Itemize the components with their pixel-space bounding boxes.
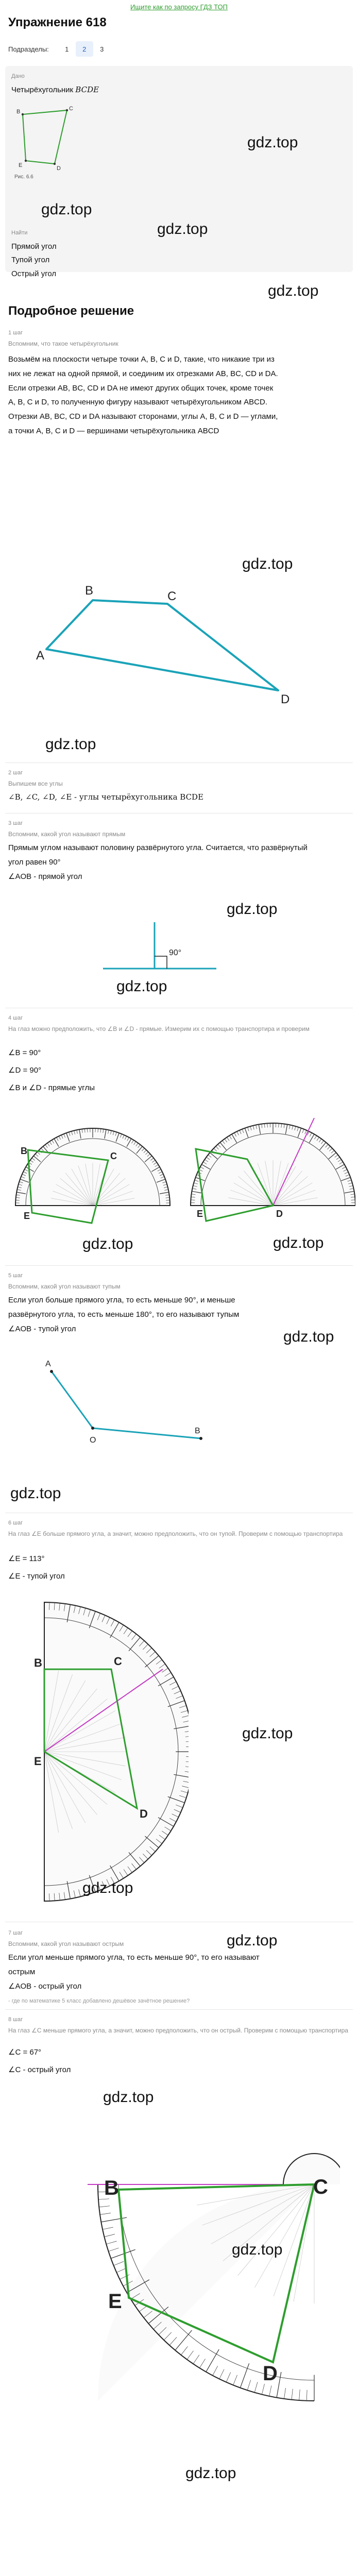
figure-caption: Рис. 6.6: [14, 174, 33, 180]
vertex-label-e: E: [197, 1209, 203, 1219]
step-1-label: 1 шаг: [8, 330, 23, 336]
watermark: gdz.top: [116, 978, 167, 995]
given-point-b-dot: [22, 113, 24, 115]
subsections-nav: [8, 41, 111, 57]
step-1-line: A, B, C и D, то полученную фигуру называют четырёхугольником ABCD.: [8, 398, 267, 407]
given-point-d-dot: [54, 163, 56, 165]
vertex-label-b: B: [104, 2177, 119, 2199]
protractor-tick: [206, 2349, 219, 2372]
step-5-label: 5 шаг: [8, 1273, 23, 1279]
step-1-hint: Вспомним, что такое четырёхугольник: [8, 340, 118, 347]
step-6-value: ∠E = 113°: [8, 1554, 45, 1563]
given-shape: [11, 82, 99, 98]
protractor-tick: [292, 2389, 293, 2400]
vertex-label-e: E: [108, 2290, 122, 2313]
page-title: Упражнение 618: [8, 15, 107, 29]
step-4-label: 4 шаг: [8, 1015, 23, 1021]
step-5-result: ∠AOB - тупой угол: [8, 1324, 76, 1333]
protractor-tick: [103, 2227, 113, 2229]
vertex-label-c: C: [313, 2176, 328, 2198]
protractor-tick: [175, 2330, 192, 2350]
given-label-d: D: [57, 165, 61, 172]
given-label: Дано: [11, 73, 25, 79]
protractor-figure-d: [185, 1097, 355, 1231]
page-link-1[interactable]: 1: [65, 45, 69, 53]
step-7-note: - где по математике 5 класс добавлено дешёвое зачётное решение?: [8, 1998, 190, 2004]
step-7-line: Если угол меньше прямого угла, то есть меньше 90°, то его называют: [8, 1953, 260, 1962]
vertex-label-c: C: [114, 1655, 122, 1668]
find-item-obtuse-angle: Тупой угол: [11, 256, 50, 265]
given-block: [5, 66, 353, 278]
vertex-label-b: B: [21, 1146, 27, 1156]
step-2-label: 2 шаг: [8, 770, 23, 776]
step-1-line: Отрезки AB, BC, CD и DA называют сторонами, углы A, B, C и D — углами,: [8, 412, 278, 421]
step-8-label: 8 шаг: [8, 2016, 23, 2023]
protractor-tick: [226, 2372, 231, 2382]
given-label-c: C: [69, 106, 73, 112]
watermark: gdz.top: [82, 1235, 133, 1252]
protractor-tick: [233, 2375, 237, 2385]
protractor-center: [283, 2154, 340, 2184]
divider: [5, 2009, 353, 2010]
given-quadrilateral: [23, 110, 67, 164]
watermark: gdz.top: [227, 901, 278, 918]
protractor-tick: [106, 2241, 116, 2244]
subsections-label: Подразделы:: [8, 45, 49, 53]
watermark: gdz.top: [242, 1725, 293, 1742]
step-7-text: [8, 1951, 349, 1993]
vertex-label-b: B: [85, 584, 94, 598]
watermark: gdz.top: [268, 282, 319, 299]
vertex-label-d: D: [281, 692, 290, 706]
step-8-text: [8, 2045, 349, 2077]
watermark: gdz.top: [242, 555, 293, 572]
find-list: [11, 240, 57, 281]
page-link-2[interactable]: 2: [76, 41, 93, 57]
protractor-tick: [193, 2355, 199, 2364]
protractor-tick: [299, 2389, 300, 2400]
protractor-tick: [49, 1893, 50, 1901]
step-2-hint: Выпишем все углы: [8, 780, 63, 787]
protractor-tick: [254, 2382, 258, 2393]
step-3-line: угол равен 90°: [8, 857, 61, 867]
step-4-value-b: ∠B = 90°: [8, 1048, 41, 1057]
divider: [5, 1265, 353, 1266]
step-4-value-d: ∠D = 90°: [8, 1065, 42, 1075]
step-5-hint: Вспомним, какой угол называют тупым: [8, 1283, 121, 1290]
step-1-line: них не лежат на одной прямой, и соединим их отрезками AB, BC, CD и DA.: [8, 369, 278, 378]
point-label-a: A: [45, 1360, 51, 1368]
find-label: Найти: [11, 230, 28, 236]
given-point-c-dot: [66, 109, 68, 111]
page-link-3[interactable]: 3: [100, 45, 104, 53]
divider: [5, 762, 353, 763]
given-shape-text: Четырёхугольник: [11, 86, 74, 94]
step-3-hint: Вспомним, какой угол называют прямым: [8, 831, 126, 838]
step-1-figure: [31, 572, 319, 726]
given-label-e: E: [19, 162, 23, 168]
divider: [5, 813, 353, 814]
right-angle-mark: [155, 956, 167, 969]
given-figure: [11, 103, 78, 180]
protractor-tick: [181, 2346, 187, 2355]
step-7-hint: Вспомним, какой угол называют острым: [8, 1940, 124, 1947]
protractor-figure-b: [5, 1103, 175, 1226]
step-3-label: 3 шаг: [8, 820, 23, 826]
step-7-line: острым: [8, 1967, 36, 1976]
point-o-dot: [91, 1427, 94, 1430]
protractor-tick: [99, 2206, 110, 2207]
step-5-line: развёрнутого угла, то есть меньше 180°, то его называют тупым: [8, 1310, 240, 1319]
step-3-text: [8, 841, 349, 884]
step-6-hint: На глаз ∠E больше прямого угла, а значит, можно предположить, что он тупой. Проверим с помощью транспортира: [8, 1530, 343, 1537]
watermark: gdz.top: [41, 201, 92, 218]
quadrilateral-abcd: [46, 600, 278, 690]
vertex-label-d: D: [276, 1209, 283, 1219]
vertex-label-d: D: [140, 1807, 148, 1820]
find-item-right-angle: Прямой угол: [11, 242, 57, 251]
vertex-label-e: E: [24, 1211, 30, 1221]
step-3-result: ∠AOB - прямой угол: [8, 872, 82, 881]
step-8-hint: На глаз ∠C меньше прямого угла, а значит, можно предположить, что он острый. Проверим с помощью транспортира: [8, 2027, 348, 2034]
protractor-fill: [98, 2184, 314, 2401]
search-hint-link[interactable]: Ищите как по запросу ГДЗ ТОП: [130, 3, 228, 11]
step-4-text: [8, 1046, 349, 1095]
watermark: gdz.top: [45, 736, 96, 753]
step-8-result: ∠C - острый угол: [8, 2065, 71, 2074]
step-1-line: Если отрезки AB, BC, CD и DA не имеют других общих точек, кроме точек: [8, 383, 274, 393]
watermark: gdz.top: [227, 1932, 278, 1949]
protractor-tick: [109, 2248, 119, 2251]
protractor-tick: [269, 2385, 271, 2396]
protractor-tick: [114, 2262, 124, 2266]
point-b-dot: [199, 1437, 202, 1440]
watermark: gdz.top: [103, 2089, 154, 2106]
watermark: gdz.top: [82, 1879, 133, 1896]
protractor-tick: [100, 2213, 111, 2215]
watermark: gdz.top: [157, 221, 208, 238]
watermark: gdz.top: [283, 1328, 334, 1345]
obtuse-angle-rays: [52, 1371, 201, 1438]
step-2-text: ∠B, ∠C, ∠D, ∠E - углы четырёхугольника BCDE: [8, 792, 204, 802]
vertex-label-c: C: [110, 1151, 117, 1161]
step-1-text: [8, 352, 349, 438]
step-1-line: а точки A, B, C и D — вершинами четырёхугольника ABCD: [8, 426, 219, 435]
watermark: gdz.top: [273, 1234, 324, 1251]
protractor-tick: [219, 2369, 224, 2379]
vertex-label-a: A: [36, 649, 45, 663]
protractor-tick: [247, 2380, 251, 2391]
given-label-b: B: [16, 109, 21, 115]
protractor-tick: [262, 2384, 264, 2394]
given-point-e-dot: [25, 160, 27, 162]
right-angle-value: 90°: [169, 948, 182, 957]
protractor-tick: [199, 2359, 205, 2368]
protractor-tick: [169, 2337, 177, 2346]
protractor-tick: [213, 2366, 218, 2376]
protractor-tick: [105, 2234, 115, 2237]
step-6-result: ∠E - тупой угол: [8, 1571, 65, 1581]
vertex-label-e: E: [34, 1755, 42, 1768]
step-5-figure: [31, 1356, 216, 1459]
step-3-line: Прямым углом называют половину развёрнутого угла. Считается, что развёрнутый: [8, 843, 308, 852]
watermark: gdz.top: [185, 2465, 236, 2482]
step-4-hint: На глаз можно предположить, что ∠B и ∠D - прямые. Измерим их с помощью транспортира и проверим: [8, 1025, 310, 1032]
step-6-label: 6 шаг: [8, 1520, 23, 1526]
protractor-tick: [240, 2363, 249, 2387]
solution-title: Подробное решение: [8, 304, 134, 318]
watermark: gdz.top: [232, 2241, 283, 2258]
protractor-figure-c: [67, 2112, 340, 2432]
step-4-result: ∠B и ∠D - прямые углы: [8, 1083, 95, 1092]
step-5-line: Если угол больше прямого угла, то есть меньше 90°, и меньше: [8, 1296, 235, 1304]
step-7-label: 7 шаг: [8, 1930, 23, 1936]
step-8-value: ∠C = 67°: [8, 2048, 42, 2057]
step-3-figure: [98, 917, 221, 979]
watermark: gdz.top: [10, 1485, 61, 1502]
point-label-o: O: [90, 1436, 96, 1445]
protractor-tick: [49, 1602, 50, 1610]
protractor-tick: [120, 2275, 130, 2279]
step-1-line: Возьмём на плоскости четыре точки A, B, C и D, такие, что никакие три из: [8, 355, 275, 364]
vertex-label-c: C: [167, 589, 177, 603]
protractor-tick: [187, 2351, 193, 2360]
protractor-tick: [284, 2388, 286, 2399]
vertex-label-d: D: [263, 2362, 278, 2385]
step-7-result: ∠AOB - острый угол: [8, 1981, 82, 1991]
given-shape-name: BCDE: [75, 85, 99, 94]
point-a-dot: [50, 1370, 53, 1373]
protractor-figure-e: [8, 1592, 189, 1911]
protractor-tick: [111, 2249, 135, 2258]
protractor-tick: [101, 2217, 127, 2222]
find-item-acute-angle: Острый угол: [11, 269, 57, 278]
vertex-label-b: B: [34, 1656, 42, 1669]
protractor-tick: [306, 2390, 307, 2401]
step-6-text: [8, 1552, 349, 1584]
point-label-b: B: [195, 1427, 200, 1435]
watermark: gdz.top: [247, 134, 298, 151]
